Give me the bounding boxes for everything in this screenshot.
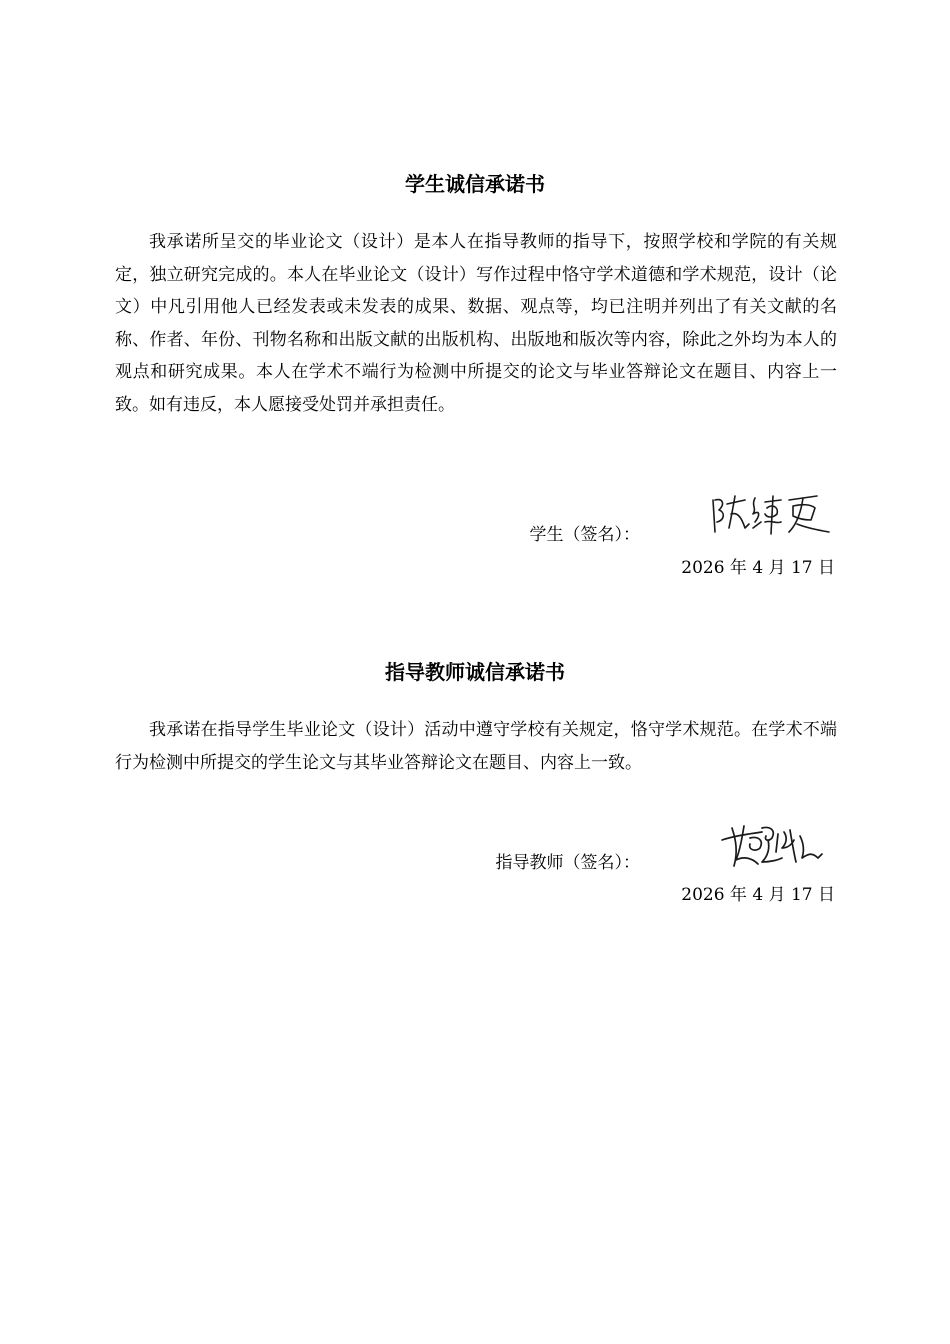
advisor-signature-label: 指导教师（签名）： — [495, 853, 640, 873]
student-signature-label: 学生（签名）： — [529, 525, 640, 545]
student-pledge-body: 我承诺所呈交的毕业论文（设计）是本人在指导教师的指导下，按照学校和学院的有关规定，独立研究完成的。本人在毕业论文（设计）写作过程中恪守学术道德和学术规范，设计（论文）中凡引用他人已经发表或未发表的成果、数据、观点等，均已注明并列出了有关文献的名称、作者、年份、刊物名称和出版文献的出版机构、出版地和版次等内容，除此之外均为本人的观点和研究成果。本人在学术不端行为检测中所提交的论文与毕业答辩论文在题目、内容上一致。如有违反，本人愿接受处罚并承担责任。 — [115, 232, 837, 415]
student-pledge-title: 学生诚信承诺书 — [405, 172, 545, 196]
advisor-pledge-title: 指导教师诚信承诺书 — [385, 660, 565, 684]
student-handwritten-signature — [705, 488, 835, 540]
student-date: 2026 年 4 月 17 日 — [681, 558, 835, 578]
advisor-pledge-body: 我承诺在指导学生毕业论文（设计）活动中遵守学校有关规定，恪守学术规范。在学术不端行为检测中所提交的学生论文与其毕业答辩论文在题目、内容上一致。 — [115, 720, 837, 773]
advisor-handwritten-signature — [718, 818, 830, 872]
advisor-date: 2026 年 4 月 17 日 — [681, 885, 835, 905]
